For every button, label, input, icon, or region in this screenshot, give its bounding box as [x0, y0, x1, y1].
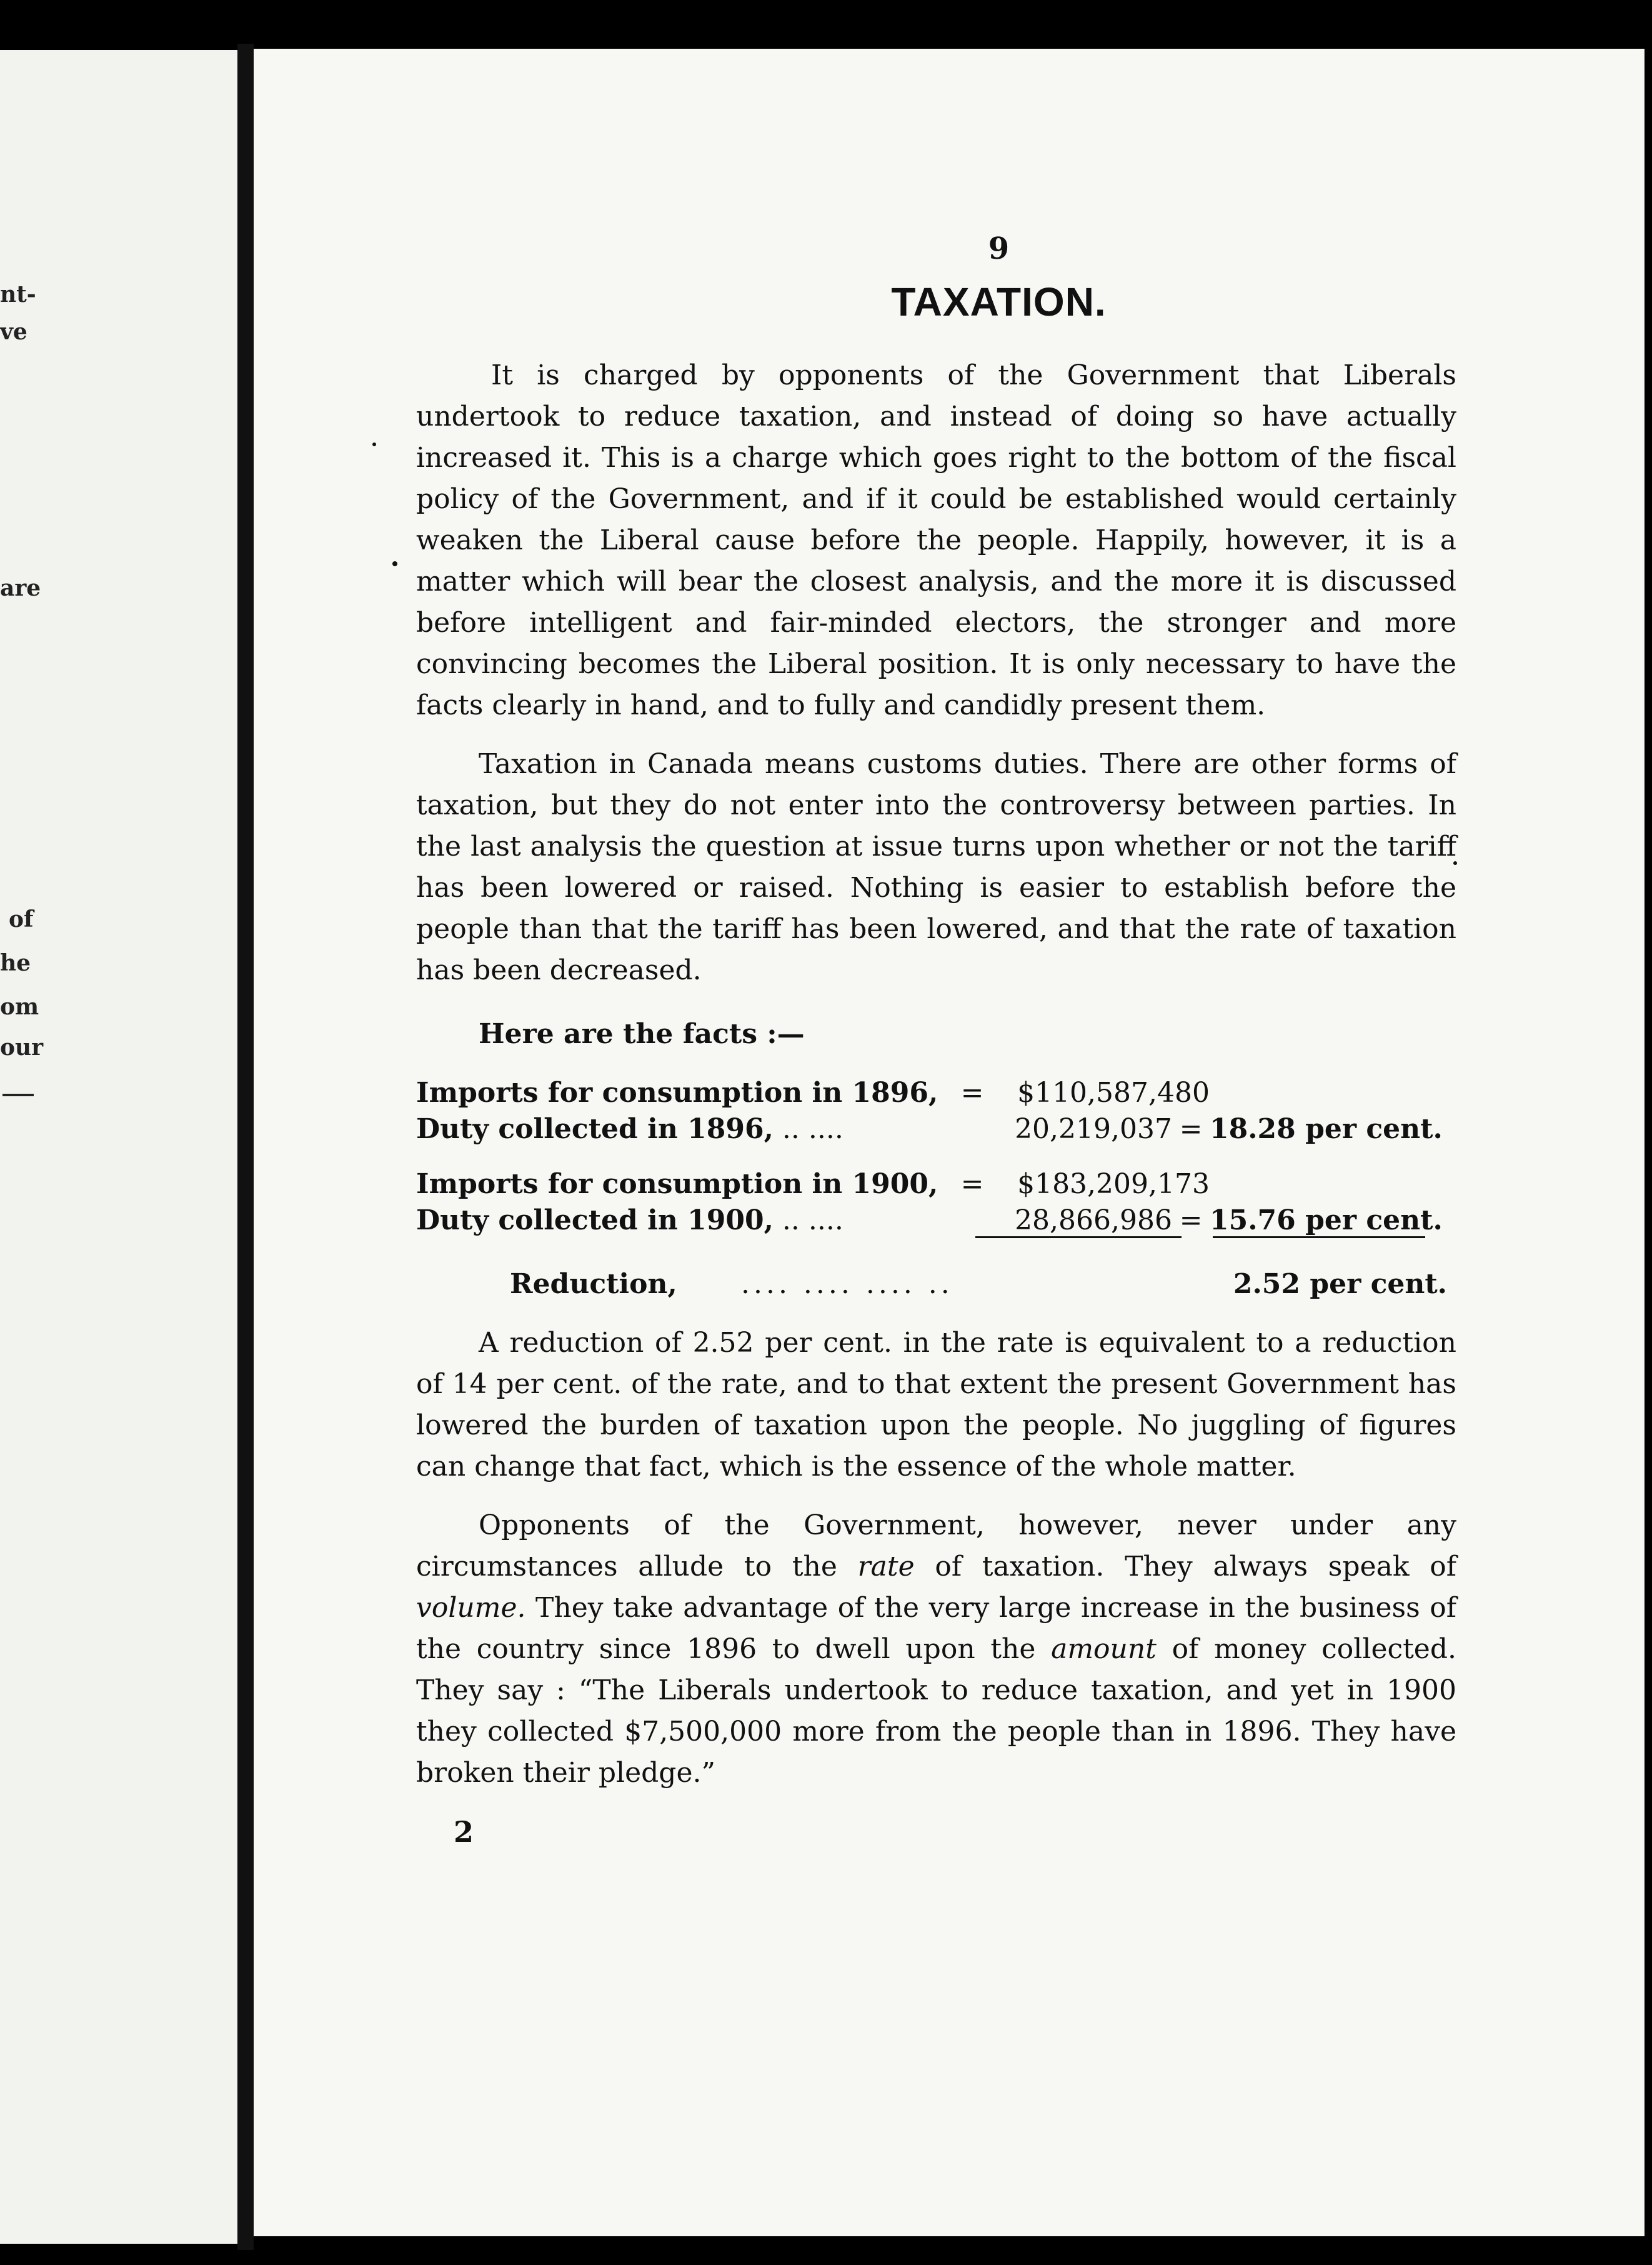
imports-value: $183,209,173 [1017, 1168, 1210, 1200]
book-spine [237, 44, 254, 2250]
duty-label: Duty collected in 1900, .. .... [416, 1204, 843, 1236]
duty-value: 28,866,986 [1015, 1204, 1172, 1236]
print-speck [392, 561, 397, 566]
left-fragment: om [0, 994, 39, 1020]
duty-row [416, 1109, 1456, 1145]
rate-value: 15.76 per cent. [1210, 1204, 1443, 1236]
reduction-leaders: .... .... .... .. [741, 1268, 953, 1300]
equals-sign: = [960, 1168, 984, 1200]
signature-mark: 2 [454, 1815, 474, 1849]
page-title: TAXATION. [891, 279, 1107, 324]
duty-value: 20,219,037 [1015, 1113, 1172, 1145]
imports-label: Imports for consumption in 1900, [416, 1168, 938, 1200]
left-fragment: of [9, 906, 34, 932]
reduction-row [416, 1264, 1456, 1308]
left-fragment: ve [0, 319, 27, 345]
imports-row [416, 1164, 1456, 1200]
left-fragment: our [0, 1034, 44, 1061]
reduction-label: Reduction, [510, 1268, 677, 1300]
fact-block-1896 [416, 1072, 1456, 1145]
left-page-fragments [0, 50, 237, 2244]
facts-intro: Here are the facts :— [479, 1018, 805, 1050]
rule-line [975, 1236, 1182, 1238]
page-number: 9 [988, 231, 1010, 266]
paragraph: A reduction of 2.52 per cent. in the rate is equivalent to a reduction of 14 per cent. of the rate, and to that extent the present Government has lowered the burden of taxation upon the people. No juggling of figures can change that fact, which is the essence of the whole matter. [416, 1327, 1456, 1482]
rule-line [1213, 1236, 1425, 1238]
paragraph: Opponents of the Government, however, never under any circumstances allude to the rate of taxation. They always speak of volume. They take advantage of the very large increase in the business of the country since 1896 to dwell upon the amount of money collected. They say : “The Liberals undertook to reduce taxation, and yet in 1900 they collected $7,500,000 more from the people than in 1896. They have broken their pledge.” [416, 1509, 1456, 1789]
fact-block-1900 [416, 1164, 1456, 1245]
page-content [416, 230, 1456, 1852]
paragraph: It is charged by opponents of the Government that Liberals undertook to reduce taxation, and instead of doing so have actually increased it. This is a charge which goes right to the bottom of the fiscal policy of the Government, and if it could be established would certainly weaken the Liberal cause before the people. Happily, however, it is a matter which will bear the closest analysis, and the more it is discussed before intelligent and fair-minded electors, the stronger and more convincing becomes the Liberal position. It is only necessary to have the facts clearly in hand, and to fully and candidly present them. [416, 359, 1456, 721]
equals-sign: = [1179, 1204, 1203, 1236]
duty-row [416, 1200, 1456, 1236]
duty-label: Duty collected in 1896, .. .... [416, 1113, 843, 1145]
left-dash [2, 1094, 34, 1096]
imports-label: Imports for consumption in 1896, [416, 1077, 938, 1109]
rate-value: 18.28 per cent. [1210, 1113, 1443, 1145]
left-fragment: he [0, 950, 31, 976]
left-fragment: are [0, 575, 41, 601]
left-fragment: nt- [0, 281, 36, 308]
print-speck [372, 442, 376, 446]
equals-sign: = [1179, 1113, 1203, 1145]
imports-value: $110,587,480 [1017, 1077, 1210, 1109]
imports-row [416, 1072, 1456, 1109]
reduction-value: 2.52 per cent. [1233, 1268, 1447, 1300]
right-page [254, 49, 1645, 2236]
paragraph: Taxation in Canada means customs duties. There are other forms of taxation, but they do not enter into the controversy between parties. In the last analysis the question at issue turns upon whether or not the tariff has been lowered or raised. Nothing is easier to establish before the people than that the tariff has been lowered, and that the rate of taxation has been decreased. [416, 748, 1456, 986]
left-page [0, 50, 237, 2244]
equals-sign: = [960, 1077, 984, 1109]
totals-rules [416, 1236, 1456, 1245]
